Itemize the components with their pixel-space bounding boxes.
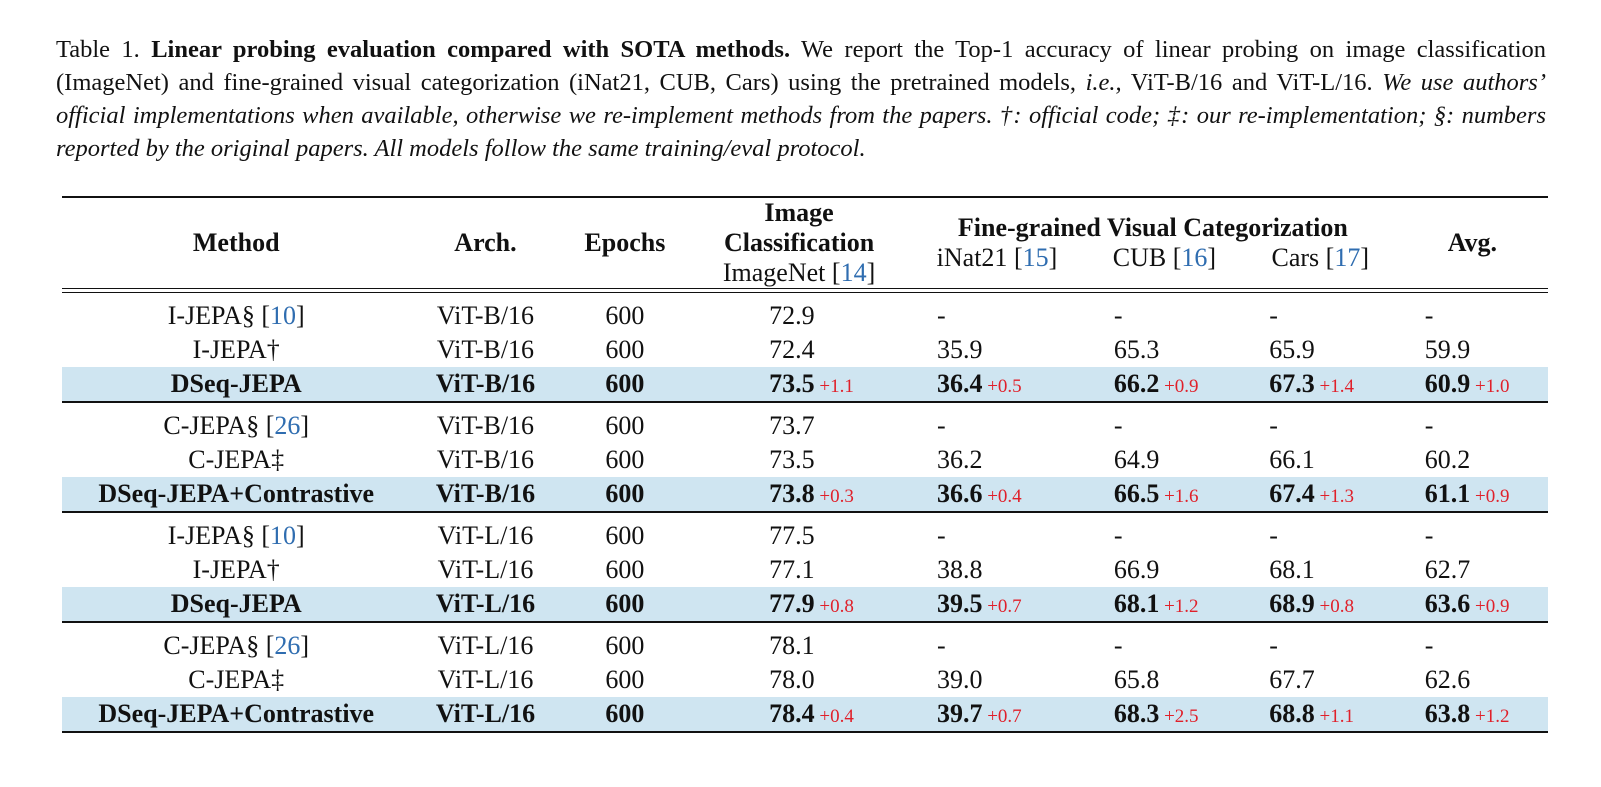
imagenet-cell <box>689 512 909 553</box>
cars-delta: +1.1 <box>1314 706 1355 727</box>
cars-cell <box>1241 512 1396 553</box>
inat-cell <box>909 622 1086 663</box>
table-row <box>62 622 1548 663</box>
header-cars: Cars [17] <box>1271 243 1370 272</box>
table-caption <box>56 33 1546 165</box>
inat-cell <box>909 697 1086 732</box>
cars-cell <box>1241 477 1396 512</box>
method-cell: DSeq-JEPA+Contrastive <box>62 477 410 512</box>
cub-value: - <box>1113 301 1123 330</box>
method-cell: I-JEPA§ [10] <box>167 521 305 550</box>
avg-delta: +0.9 <box>1470 596 1510 617</box>
avg-delta: +0.9 <box>1470 486 1510 507</box>
citation-link[interactable]: 10 <box>270 521 297 550</box>
cub-value: - <box>1113 521 1123 550</box>
avg-value: - <box>1424 301 1434 330</box>
inat-delta: +0.7 <box>982 706 1022 727</box>
method-cell: I-JEPA§ [10] <box>167 301 305 330</box>
imagenet-value: 73.8 <box>769 479 815 508</box>
cub-value: 66.9 <box>1113 555 1160 584</box>
cub-value: - <box>1113 411 1123 440</box>
arch-cell: ViT-B/16 <box>436 335 535 364</box>
imagenet-cell <box>689 663 909 697</box>
cars-value: 68.8 <box>1269 699 1315 728</box>
table-row <box>62 553 1548 587</box>
method-cell: C-JEPA§ [26] <box>163 411 310 440</box>
table-row <box>62 367 1548 402</box>
epochs-cell: 600 <box>561 587 690 622</box>
inat-delta: +0.5 <box>982 376 1022 397</box>
avg-value: - <box>1424 411 1434 440</box>
caption-label: Table 1. <box>56 36 140 63</box>
imagenet-value: 78.1 <box>769 631 815 660</box>
citation-link[interactable]: 10 <box>270 301 297 330</box>
imagenet-value: 72.4 <box>769 335 815 364</box>
cub-cell <box>1086 367 1241 402</box>
imagenet-delta: +0.3 <box>814 486 854 507</box>
imagenet-value: 77.9 <box>769 589 815 618</box>
header-inat: iNat21 [15] <box>936 243 1058 272</box>
avg-cell <box>1397 293 1548 334</box>
cub-value: 68.1 <box>1113 589 1160 618</box>
inat-cell <box>909 333 1086 367</box>
inat-delta: +0.7 <box>982 596 1022 617</box>
arch-cell: ViT-L/16 <box>410 587 560 622</box>
imagenet-value: 73.5 <box>769 445 815 474</box>
cub-cell <box>1086 402 1241 443</box>
table-row <box>62 663 1548 697</box>
imagenet-value: 77.1 <box>769 555 815 584</box>
method-cell: DSeq-JEPA <box>62 587 410 622</box>
header-arch: Arch. <box>410 197 560 289</box>
avg-cell <box>1397 553 1548 587</box>
imagenet-value: 78.0 <box>769 665 815 694</box>
inat-value: - <box>936 301 946 330</box>
header-fine-grained <box>909 197 1397 289</box>
avg-value: 59.9 <box>1424 335 1471 364</box>
imagenet-value: 77.5 <box>769 521 815 550</box>
cub-value: - <box>1113 631 1123 660</box>
cub-value: 68.3 <box>1113 699 1160 728</box>
method-cell: C-JEPA‡ <box>188 445 285 474</box>
imagenet-value: 73.7 <box>769 411 815 440</box>
cars-cell <box>1241 333 1396 367</box>
imagenet-value: 72.9 <box>769 301 815 330</box>
inat-cell <box>909 293 1086 334</box>
inat-cell <box>909 512 1086 553</box>
imagenet-cell <box>689 587 909 622</box>
inat-value: 36.4 <box>936 369 983 398</box>
cars-value: 67.7 <box>1269 665 1315 694</box>
avg-cell <box>1397 512 1548 553</box>
inat-value: 36.2 <box>936 445 983 474</box>
cars-value: 67.4 <box>1269 479 1315 508</box>
inat-value: 39.0 <box>936 665 983 694</box>
inat-delta: +0.4 <box>982 486 1022 507</box>
avg-value: - <box>1424 521 1434 550</box>
method-cell: I-JEPA† <box>192 335 280 364</box>
cars-cell <box>1241 587 1396 622</box>
header-method: Method <box>62 197 410 289</box>
method-cell: C-JEPA‡ <box>188 665 285 694</box>
caption-italic-text: We use authors’ official implementations when available, otherwise we re-implement methods from the papers. †: official code; ‡: our re-implementation; §: numbers reported by the original papers. All models follow the same training/eval protocol. <box>56 69 1547 162</box>
arch-cell: ViT-L/16 <box>437 665 534 694</box>
imagenet-cell <box>689 477 909 512</box>
avg-cell <box>1397 587 1548 622</box>
inat-cell <box>909 587 1086 622</box>
cars-cell <box>1241 402 1396 443</box>
avg-value: 62.7 <box>1424 555 1471 584</box>
inat-value: 36.6 <box>936 479 983 508</box>
inat-value: 39.7 <box>936 699 983 728</box>
arch-cell: ViT-B/16 <box>436 411 535 440</box>
cub-delta: +0.9 <box>1159 376 1199 397</box>
cub-value: 66.5 <box>1113 479 1160 508</box>
cars-delta: +0.8 <box>1314 596 1355 617</box>
avg-cell <box>1397 443 1548 477</box>
epochs-cell: 600 <box>561 367 690 402</box>
epochs-cell: 600 <box>605 445 645 474</box>
arch-cell: ViT-L/16 <box>437 631 534 660</box>
avg-delta: +1.2 <box>1470 706 1510 727</box>
cub-cell <box>1086 512 1241 553</box>
table-row <box>62 587 1548 622</box>
cars-cell <box>1241 697 1396 732</box>
table-row <box>62 697 1548 732</box>
epochs-cell: 600 <box>605 521 645 550</box>
cars-value: - <box>1269 631 1278 660</box>
inat-value: - <box>936 521 946 550</box>
citation-link[interactable]: 26 <box>274 411 301 440</box>
epochs-cell: 600 <box>605 665 645 694</box>
cub-value: 65.8 <box>1113 665 1160 694</box>
imagenet-cell <box>689 402 909 443</box>
epochs-cell: 600 <box>605 411 645 440</box>
cub-cell <box>1086 443 1241 477</box>
caption-text-2: ViT-B/16 and ViT-L/16. <box>1130 69 1373 96</box>
citation-link[interactable]: 26 <box>274 631 301 660</box>
method-cell: DSeq-JEPA <box>62 367 410 402</box>
header-image-classification <box>689 197 909 289</box>
cub-cell <box>1086 697 1241 732</box>
arch-cell: ViT-B/16 <box>410 367 560 402</box>
imagenet-cell <box>689 367 909 402</box>
header-fine-group: Fine-grained Visual Categorization <box>957 213 1348 242</box>
header-avg: Avg. <box>1397 197 1548 289</box>
cars-cell <box>1241 367 1396 402</box>
cars-cell <box>1241 663 1396 697</box>
cub-delta: +1.6 <box>1159 486 1199 507</box>
avg-cell <box>1397 697 1548 732</box>
imagenet-delta: +0.4 <box>814 706 854 727</box>
avg-value: 61.1 <box>1424 479 1471 508</box>
arch-cell: ViT-B/16 <box>436 445 535 474</box>
epochs-cell: 600 <box>605 555 645 584</box>
inat-value: 38.8 <box>936 555 983 584</box>
imagenet-cell <box>689 443 909 477</box>
header-img-group: Image Classification <box>723 198 875 257</box>
cub-cell <box>1086 553 1241 587</box>
arch-cell: ViT-B/16 <box>410 477 560 512</box>
cub-value: 65.3 <box>1113 335 1160 364</box>
avg-cell <box>1397 367 1548 402</box>
avg-cell <box>1397 402 1548 443</box>
table-row <box>62 512 1548 553</box>
cars-value: 68.1 <box>1269 555 1315 584</box>
avg-value: 60.9 <box>1424 369 1471 398</box>
imagenet-delta: +1.1 <box>814 376 854 397</box>
cars-value: 65.9 <box>1269 335 1315 364</box>
inat-cell <box>909 477 1086 512</box>
avg-value: 62.6 <box>1424 665 1471 694</box>
avg-cell <box>1397 663 1548 697</box>
cars-cell <box>1241 622 1396 663</box>
avg-cell <box>1397 477 1548 512</box>
caption-text-1: We report the Top-1 accuracy of linear probing on image classification (ImageNet) and fine-grained visual categorization (iNat21, CUB, Cars) using the pretrained models, <box>56 36 1547 96</box>
cars-value: 68.9 <box>1269 589 1315 618</box>
header-cub: CUB [16] <box>1112 243 1217 272</box>
inat-value: 35.9 <box>936 335 983 364</box>
imagenet-value: 78.4 <box>769 699 815 728</box>
table-row <box>62 477 1548 512</box>
table-row <box>62 333 1548 367</box>
cars-value: - <box>1269 301 1278 330</box>
caption-ie: i.e., <box>1085 69 1122 96</box>
results-table <box>62 196 1548 733</box>
imagenet-delta: +0.8 <box>814 596 854 617</box>
cars-value: 67.3 <box>1269 369 1315 398</box>
cub-delta: +1.2 <box>1159 596 1199 617</box>
avg-cell <box>1397 333 1548 367</box>
imagenet-cell <box>689 622 909 663</box>
cub-cell <box>1086 622 1241 663</box>
cub-value: 66.2 <box>1113 369 1160 398</box>
cars-cell <box>1241 443 1396 477</box>
method-cell: DSeq-JEPA+Contrastive <box>62 697 410 732</box>
arch-cell: ViT-L/16 <box>437 555 534 584</box>
inat-value: - <box>936 631 946 660</box>
table-body <box>62 293 1548 733</box>
table-row <box>62 443 1548 477</box>
epochs-cell: 600 <box>605 301 645 330</box>
avg-cell <box>1397 622 1548 663</box>
cub-cell <box>1086 333 1241 367</box>
epochs-cell: 600 <box>561 477 690 512</box>
avg-value: - <box>1424 631 1434 660</box>
cars-cell <box>1241 293 1396 334</box>
header-row <box>62 197 1548 289</box>
arch-cell: ViT-B/16 <box>436 301 535 330</box>
cub-cell <box>1086 477 1241 512</box>
method-cell: C-JEPA§ [26] <box>163 631 310 660</box>
inat-cell <box>909 402 1086 443</box>
cub-cell <box>1086 663 1241 697</box>
imagenet-value: 73.5 <box>769 369 815 398</box>
epochs-cell: 600 <box>605 335 645 364</box>
inat-value: - <box>936 411 946 440</box>
avg-value: 63.8 <box>1424 699 1471 728</box>
inat-value: 39.5 <box>936 589 983 618</box>
imagenet-cell <box>689 333 909 367</box>
cub-cell <box>1086 293 1241 334</box>
inat-cell <box>909 663 1086 697</box>
cub-cell <box>1086 587 1241 622</box>
cars-delta: +1.4 <box>1314 376 1355 397</box>
avg-value: 63.6 <box>1424 589 1471 618</box>
imagenet-cell <box>689 293 909 334</box>
cars-value: - <box>1269 521 1278 550</box>
inat-cell <box>909 367 1086 402</box>
table-row <box>62 293 1548 334</box>
imagenet-cell <box>689 697 909 732</box>
table-row <box>62 402 1548 443</box>
header-epochs: Epochs <box>561 197 690 289</box>
cub-delta: +2.5 <box>1159 706 1199 727</box>
epochs-cell: 600 <box>605 631 645 660</box>
avg-delta: +1.0 <box>1470 376 1510 397</box>
arch-cell: ViT-L/16 <box>410 697 560 732</box>
epochs-cell: 600 <box>561 697 690 732</box>
arch-cell: ViT-L/16 <box>437 521 534 550</box>
inat-cell <box>909 553 1086 587</box>
imagenet-cell <box>689 553 909 587</box>
method-cell: I-JEPA† <box>192 555 280 584</box>
cars-delta: +1.3 <box>1314 486 1355 507</box>
header-imagenet: ImageNet [14] <box>722 258 876 287</box>
inat-cell <box>909 443 1086 477</box>
cars-value: 66.1 <box>1269 445 1315 474</box>
caption-title: Linear probing evaluation compared with SOTA methods. <box>151 36 791 63</box>
cub-value: 64.9 <box>1113 445 1160 474</box>
avg-value: 60.2 <box>1424 445 1471 474</box>
cars-cell <box>1241 553 1396 587</box>
cars-value: - <box>1269 411 1278 440</box>
